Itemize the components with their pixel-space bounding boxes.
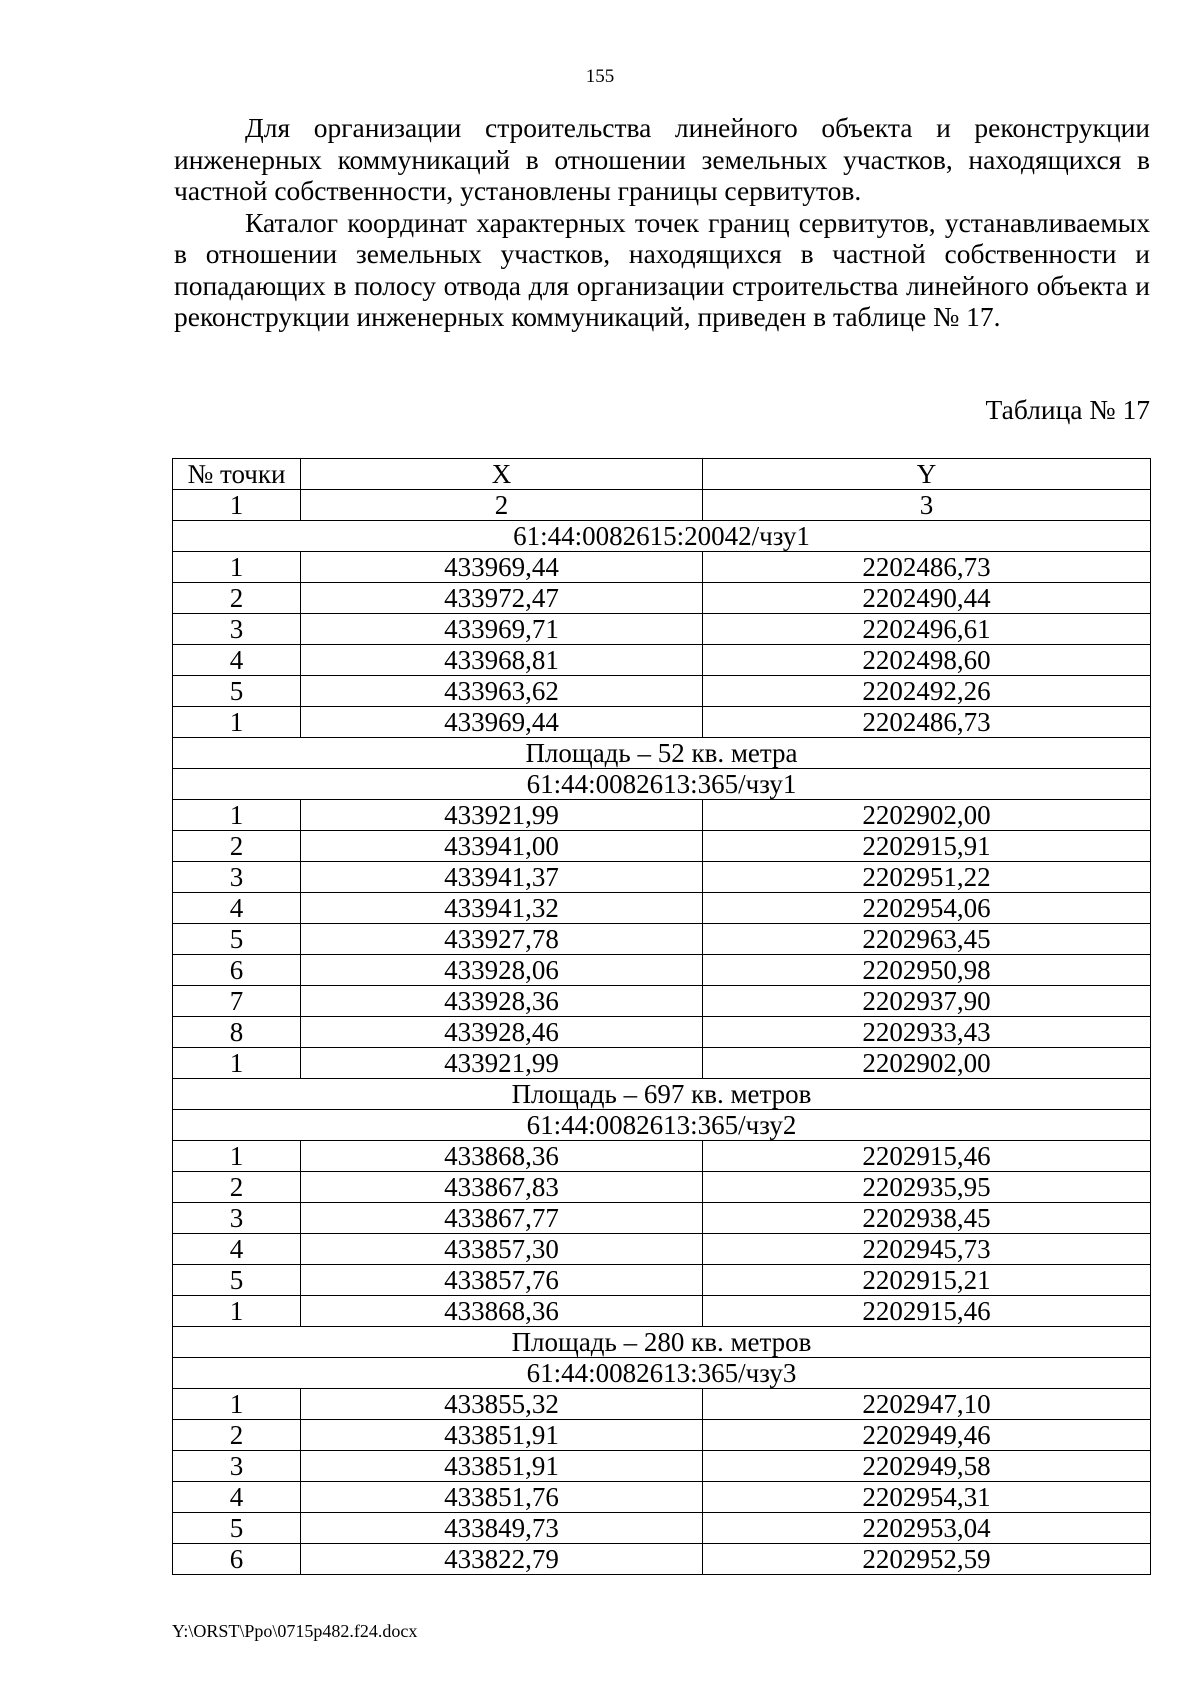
table-row <box>173 552 1151 583</box>
x-coordinate-cell: 433868,36 <box>301 1296 703 1327</box>
section-row <box>173 769 1151 800</box>
point-number-cell: 1 <box>173 707 301 738</box>
section-label: Площадь – 52 кв. метра <box>173 738 1151 769</box>
y-coordinate-cell: 2202945,73 <box>703 1234 1151 1265</box>
point-number-cell: 6 <box>173 955 301 986</box>
y-coordinate-cell: 2202954,06 <box>703 893 1151 924</box>
table-row <box>173 1389 1151 1420</box>
x-coordinate-cell: 433822,79 <box>301 1544 703 1575</box>
table-header-row <box>173 459 1151 490</box>
column-number-2: 2 <box>301 490 703 521</box>
header-y: Y <box>703 459 1151 490</box>
x-coordinate-cell: 433941,00 <box>301 831 703 862</box>
x-coordinate-cell: 433921,99 <box>301 800 703 831</box>
table-row <box>173 1451 1151 1482</box>
y-coordinate-cell: 2202486,73 <box>703 707 1151 738</box>
y-coordinate-cell: 2202935,95 <box>703 1172 1151 1203</box>
point-number-cell: 3 <box>173 862 301 893</box>
table-row <box>173 1203 1151 1234</box>
section-row <box>173 1327 1151 1358</box>
y-coordinate-cell: 2202952,59 <box>703 1544 1151 1575</box>
table-row <box>173 1420 1151 1451</box>
x-coordinate-cell: 433867,83 <box>301 1172 703 1203</box>
x-coordinate-cell: 433969,71 <box>301 614 703 645</box>
point-number-cell: 3 <box>173 614 301 645</box>
table-row <box>173 1234 1151 1265</box>
y-coordinate-cell: 2202490,44 <box>703 583 1151 614</box>
y-coordinate-cell: 2202902,00 <box>703 1048 1151 1079</box>
table-row <box>173 1017 1151 1048</box>
point-number-cell: 1 <box>173 1048 301 1079</box>
table-row <box>173 924 1151 955</box>
y-coordinate-cell: 2202949,46 <box>703 1420 1151 1451</box>
section-row <box>173 738 1151 769</box>
point-number-cell: 3 <box>173 1203 301 1234</box>
table-row <box>173 955 1151 986</box>
header-x: X <box>301 459 703 490</box>
point-number-cell: 1 <box>173 1296 301 1327</box>
point-number-cell: 7 <box>173 986 301 1017</box>
table-row <box>173 986 1151 1017</box>
x-coordinate-cell: 433851,91 <box>301 1420 703 1451</box>
point-number-cell: 8 <box>173 1017 301 1048</box>
column-numbers-row <box>173 490 1151 521</box>
y-coordinate-cell: 2202915,91 <box>703 831 1151 862</box>
y-coordinate-cell: 2202949,58 <box>703 1451 1151 1482</box>
x-coordinate-cell: 433849,73 <box>301 1513 703 1544</box>
table-row <box>173 893 1151 924</box>
point-number-cell: 2 <box>173 1420 301 1451</box>
y-coordinate-cell: 2202963,45 <box>703 924 1151 955</box>
point-number-cell: 1 <box>173 552 301 583</box>
point-number-cell: 6 <box>173 1544 301 1575</box>
section-row <box>173 1110 1151 1141</box>
x-coordinate-cell: 433963,62 <box>301 676 703 707</box>
section-label: Площадь – 280 кв. метров <box>173 1327 1151 1358</box>
point-number-cell: 5 <box>173 676 301 707</box>
point-number-cell: 1 <box>173 800 301 831</box>
table-row <box>173 1482 1151 1513</box>
point-number-cell: 2 <box>173 831 301 862</box>
table-row <box>173 1172 1151 1203</box>
point-number-cell: 4 <box>173 1482 301 1513</box>
section-label: 61:44:0082613:365/чзу3 <box>173 1358 1151 1389</box>
table-row <box>173 614 1151 645</box>
point-number-cell: 5 <box>173 1513 301 1544</box>
y-coordinate-cell: 2202947,10 <box>703 1389 1151 1420</box>
y-coordinate-cell: 2202492,26 <box>703 676 1151 707</box>
x-coordinate-cell: 433927,78 <box>301 924 703 955</box>
point-number-cell: 1 <box>173 1389 301 1420</box>
table-row <box>173 1048 1151 1079</box>
y-coordinate-cell: 2202933,43 <box>703 1017 1151 1048</box>
point-number-cell: 2 <box>173 1172 301 1203</box>
x-coordinate-cell: 433928,46 <box>301 1017 703 1048</box>
y-coordinate-cell: 2202951,22 <box>703 862 1151 893</box>
table-row <box>173 831 1151 862</box>
x-coordinate-cell: 433941,37 <box>301 862 703 893</box>
x-coordinate-cell: 433857,30 <box>301 1234 703 1265</box>
body-text <box>174 112 1150 333</box>
y-coordinate-cell: 2202915,46 <box>703 1141 1151 1172</box>
table-row <box>173 1265 1151 1296</box>
footer-file-path: Y:\ORST\Ppo\0715p482.f24.docx <box>172 1621 418 1641</box>
table-body <box>173 521 1151 1575</box>
x-coordinate-cell: 433972,47 <box>301 583 703 614</box>
x-coordinate-cell: 433941,32 <box>301 893 703 924</box>
section-row <box>173 521 1151 552</box>
x-coordinate-cell: 433921,99 <box>301 1048 703 1079</box>
y-coordinate-cell: 2202915,21 <box>703 1265 1151 1296</box>
y-coordinate-cell: 2202902,00 <box>703 800 1151 831</box>
paragraph-servitude-intro: Для организации строительства линейного объекта и реконструкции инженерных коммуникаций в отношении земельных участков, находящихся в частной собственности, установлены границы сервитутов. <box>174 112 1150 206</box>
y-coordinate-cell: 2202498,60 <box>703 645 1151 676</box>
table-caption: Таблица № 17 <box>985 394 1150 425</box>
x-coordinate-cell: 433851,91 <box>301 1451 703 1482</box>
x-coordinate-cell: 433855,32 <box>301 1389 703 1420</box>
point-number-cell: 3 <box>173 1451 301 1482</box>
y-coordinate-cell: 2202954,31 <box>703 1482 1151 1513</box>
x-coordinate-cell: 433867,77 <box>301 1203 703 1234</box>
table-row <box>173 1513 1151 1544</box>
column-number-1: 1 <box>173 490 301 521</box>
point-number-cell: 5 <box>173 924 301 955</box>
y-coordinate-cell: 2202953,04 <box>703 1513 1151 1544</box>
x-coordinate-cell: 433868,36 <box>301 1141 703 1172</box>
header-point-number: № точки <box>173 459 301 490</box>
x-coordinate-cell: 433851,76 <box>301 1482 703 1513</box>
table-row <box>173 676 1151 707</box>
section-label: 61:44:0082615:20042/чзу1 <box>173 521 1151 552</box>
point-number-cell: 4 <box>173 1234 301 1265</box>
point-number-cell: 4 <box>173 893 301 924</box>
x-coordinate-cell: 433928,36 <box>301 986 703 1017</box>
point-number-cell: 5 <box>173 1265 301 1296</box>
section-label: 61:44:0082613:365/чзу1 <box>173 769 1151 800</box>
section-row <box>173 1079 1151 1110</box>
x-coordinate-cell: 433969,44 <box>301 707 703 738</box>
section-label: Площадь – 697 кв. метров <box>173 1079 1151 1110</box>
point-number-cell: 4 <box>173 645 301 676</box>
x-coordinate-cell: 433928,06 <box>301 955 703 986</box>
point-number-cell: 1 <box>173 1141 301 1172</box>
column-number-3: 3 <box>703 490 1151 521</box>
y-coordinate-cell: 2202950,98 <box>703 955 1151 986</box>
x-coordinate-cell: 433968,81 <box>301 645 703 676</box>
table-row <box>173 1544 1151 1575</box>
table-row <box>173 645 1151 676</box>
table-row <box>173 583 1151 614</box>
x-coordinate-cell: 433857,76 <box>301 1265 703 1296</box>
page-number: 155 <box>585 66 615 87</box>
y-coordinate-cell: 2202938,45 <box>703 1203 1151 1234</box>
x-coordinate-cell: 433969,44 <box>301 552 703 583</box>
y-coordinate-cell: 2202496,61 <box>703 614 1151 645</box>
table-row <box>173 862 1151 893</box>
table-row <box>173 1296 1151 1327</box>
y-coordinate-cell: 2202915,46 <box>703 1296 1151 1327</box>
coordinates-table <box>172 458 1151 1575</box>
section-label: 61:44:0082613:365/чзу2 <box>173 1110 1151 1141</box>
y-coordinate-cell: 2202937,90 <box>703 986 1151 1017</box>
table-row <box>173 800 1151 831</box>
paragraph-coordinate-catalog: Каталог координат характерных точек границ сервитутов, устанавливаемых в отношении земельных участков, находящихся в частной собственности и попадающих в полосу отвода для организации строительства линейного объекта и реконструкции инженерных коммуникаций, приведен в таблице № 17. <box>174 206 1150 332</box>
table-row <box>173 1141 1151 1172</box>
table-row <box>173 707 1151 738</box>
section-row <box>173 1358 1151 1389</box>
y-coordinate-cell: 2202486,73 <box>703 552 1151 583</box>
point-number-cell: 2 <box>173 583 301 614</box>
